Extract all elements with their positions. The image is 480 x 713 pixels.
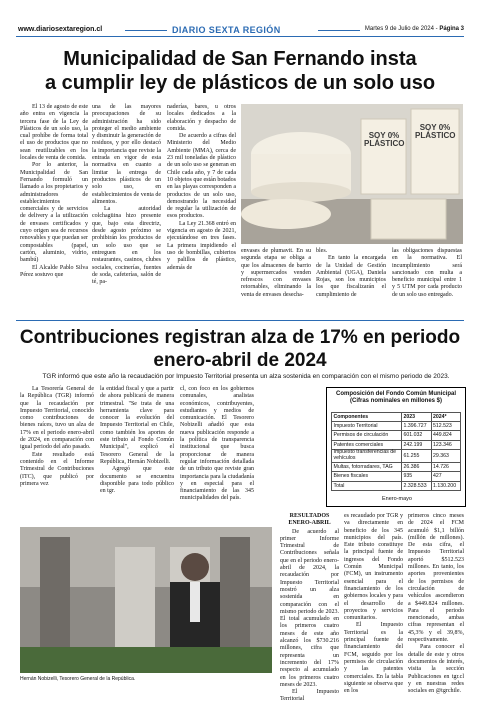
table-header-row: Componentes 2023 2024* [332, 413, 461, 422]
treasurer-photo [20, 527, 272, 673]
table-row: Impuesto transferencias de vehículos 61.255 29.363 [332, 449, 461, 462]
article2-column-5: es recaudado por TGR y va directamente en beneficio de los 345 municipios del país. Este tributo constituye la principal fuente de ingresos del Fondo Común Municipal (FCM), un instrumento esencial para el financiamiento de los gobiernos locales y para el desarrollo de proyectos y servicios comunitarios. El Impuesto Territorial es la principal fuente de financiamiento del FCM, seguido por los permisos de circulación y las patentes comerciales. En la tabla siguiente se observa que en los [344, 513, 403, 695]
treasurer-portrait-image [20, 527, 272, 673]
container-label-2: SOY 0% PLÁSTICO [415, 123, 456, 140]
article1-column-3: naderías, bares, u otros locales dedicados a la elaboración y despacho de comida. De acuerdo a cifras del Ministerio del Medio Ambiente (MMA), cerca de 23 mil toneladas de plástico de un solo uso se generan en Chile cada año, y 7 de cada 10 objetos que están botados en las playas corresponden a productos de un solo uso, demostrando la necesidad de regular la utilización de esos productos. La Ley 21.368 entró en vigencia en agosto de 2021, ejecutándose en tres fases. La primera impidiendo el uso de bombillas, cubiertos y palillos de plástico, además de [167, 104, 236, 271]
table-row: Impuesto Territorial 1.396.727 512.523 [332, 422, 461, 431]
article1-title-line2: a cumplir ley de plásticos de un solo uso [44, 72, 436, 94]
container-label-1: SOY 0% PLÁSTICO [364, 131, 405, 148]
table-title: Composición del Fondo Común Municipal (Cifras nominales en millones $) [336, 391, 456, 404]
article2-title-line1: Contribuciones registran alza de 17% en periodo [19, 327, 461, 348]
article2-column-6: primeros cinco meses de 2024 el FCM acumuló $1,1 billón (millón de millones). De esta cifra, el Impuesto Territorial aportó $512.523 millones. En tanto, los aportes provenientes de los permisos de circulación de vehículos ascendieron a $449.824 millones. Para el periodo mencionado, ambas cifras representan el 45,3% y el 39,8%, respectivamente. Para conocer el detalle de este y otros documentos de interés, visita la sección Publicaciones en tgr.cl y en nuestras redes sociales en @tgrchile. [408, 513, 464, 695]
page-number: Página 3 [439, 26, 464, 32]
article1-column-5: bles. En tanto la encargada de la Unidad de Gestión Ambiental (UGA), Daniela Rojas, son los municipios los que fiscalizarán el cumplimiento de [316, 248, 386, 298]
issue-date: Martes 9 de Julio de 2024 - Página 3 [364, 26, 464, 32]
article2-column-1: La Tesorería General de la República (TGR) informó que la recaudación por Impuesto Territorial, conocido como contribuciones de bienes raíces, tuvo un alza de 17% en el periodo enero-abril de 2024, en comparación con igual periodo del año pasado. Este resultado está contenido en el Informe Trimestral de Contribuciones (ITC), que publicó por primera vez [20, 386, 94, 487]
photo-caption: Hernán Nobizelli, Tesorero General de la República. [20, 676, 136, 682]
site-url[interactable]: www.diariosextaregion.cl [18, 26, 103, 33]
page-header [0, 0, 480, 36]
table-row: Permisos de circulación 601.032 449.824 [332, 431, 461, 440]
article2-subtitle: TGR informó que este año la recaudación por Impuesto Territorial presenta un alza sostenida en comparación con el mismo periodo de 2023. [42, 373, 450, 380]
article2-column-4: RESULTADOS ENERO-ABRIL De acuerdo al primer Informe Trimestral de Contribuciones señala que en el periodo enero-abril de 2024, la recaudación por Impuesto Territorial mostró un alza sostenida en comparación con el mismo periodo de 2023. El total acumulado en los primeros cuatro meses de este año alcanzó los $730.216 millones, cifra que representa un incremento del 17% respecto al acumulado en los primeros cuatro meses de 2023. El Impuesto Territorial [280, 513, 339, 703]
article-divider [16, 320, 464, 321]
table-row: Bienes fiscales 935 427 [332, 472, 461, 481]
article1-photo [241, 104, 463, 244]
fcm-composition-table [331, 412, 461, 491]
table-row: Multas, fotorradares, TAG 26.386 14.726 [332, 463, 461, 472]
article1-column-6: las obligaciones dispuestas en la normativa. El incumplimiento será sancionado con multa a beneficio municipal entre 1 y 5 UTM por cada producto de un solo uso entregado. [392, 248, 462, 298]
article2-column-3: cl, con foco en los gobiernos comunales, analistas económicos, contribuyentes, estudiantes y medios de comunicación. El Tesorero Nobizelli añadió que esta nueva publicación responde a la política de transparencia institucional que busca proporcionar de manera regular información detallada de un tributo que reviste gran importancia para la ciudadanía y en especial para el financiamiento de las 345 municipalidades del país. [180, 386, 254, 502]
article2-title-line2: enero-abril de 2024 [153, 350, 327, 371]
table-footer: Enero-mayo [382, 496, 412, 502]
article1-column-1: El 13 de agosto de este año entra en vigencia la tercera fase de la Ley de Plásticos de un solo uso, la cual prohíbe de forma total el uso de productos que no sean reutilizables en los locales de venta de comida. Por lo anterior, la Municipalidad de San Fernando formuló un llamado a los propietarios y administradores de establecimientos comerciales y de servicios de delivery a la utilización de envases certificados y cuyo origen sea de recursos renovables y que puedan ser compostables (papel, cartón, aluminio, vidrio, bambú) El Alcalde Pablo Silva Pérez sostuvo que [20, 104, 88, 278]
article1-column-2: una de las mayores preocupaciones de su administración ha sido proteger el medio ambiente y disminuir la generación de residuos, y por ello destacó la importancia que reviste la entrada en vigor de esta normativa en cuanto a limitar la entrega de productos plásticos de un solo uso, en establecimientos de venta de alimentos. La autoridad colchagüina hizo presente que, bajo esta directriz, desde agosto próximo se prohibirán los productos de un solo uso que se entreguen en los restaurantes, casinos, clubes sociales, cocinerías, fuentes de soda, cafeterías, salón de té, pa- [92, 104, 161, 286]
fcm-composition-table-box [326, 387, 466, 507]
brand-name: DIARIO SEXTA REGIÓN [172, 25, 281, 35]
brand-divider-right [318, 30, 360, 31]
article2-column-2: la entidad fiscal y que a partir de ahora publicará de manera trimestral. "Se trata de una herramienta clave para conocer la evolución del Impuesto Territorial en Chile, como también los aportes de este tributo al Fondo Común Municipal", explicó el Tesorero General de la República, Hernán Nobizelli. Agregó que este documento se encuentra disponible para todo público en tgr. [100, 386, 174, 495]
article1-column-4: envases de plumavit. En su segunda etapa se obliga a que los almacenes de barrio y supermercados venden refrescos con envases retornables, eliminando la venta de envases desecha- [241, 248, 311, 298]
header-rule [16, 36, 464, 37]
table-total-row: Total 2.328.533 1.130.200 [332, 481, 461, 490]
article1-title-line1: Municipalidad de San Fernando insta [63, 48, 417, 70]
brand-divider-left [125, 30, 167, 31]
table-row: Patentes comerciales 242.199 123.346 [332, 440, 461, 449]
